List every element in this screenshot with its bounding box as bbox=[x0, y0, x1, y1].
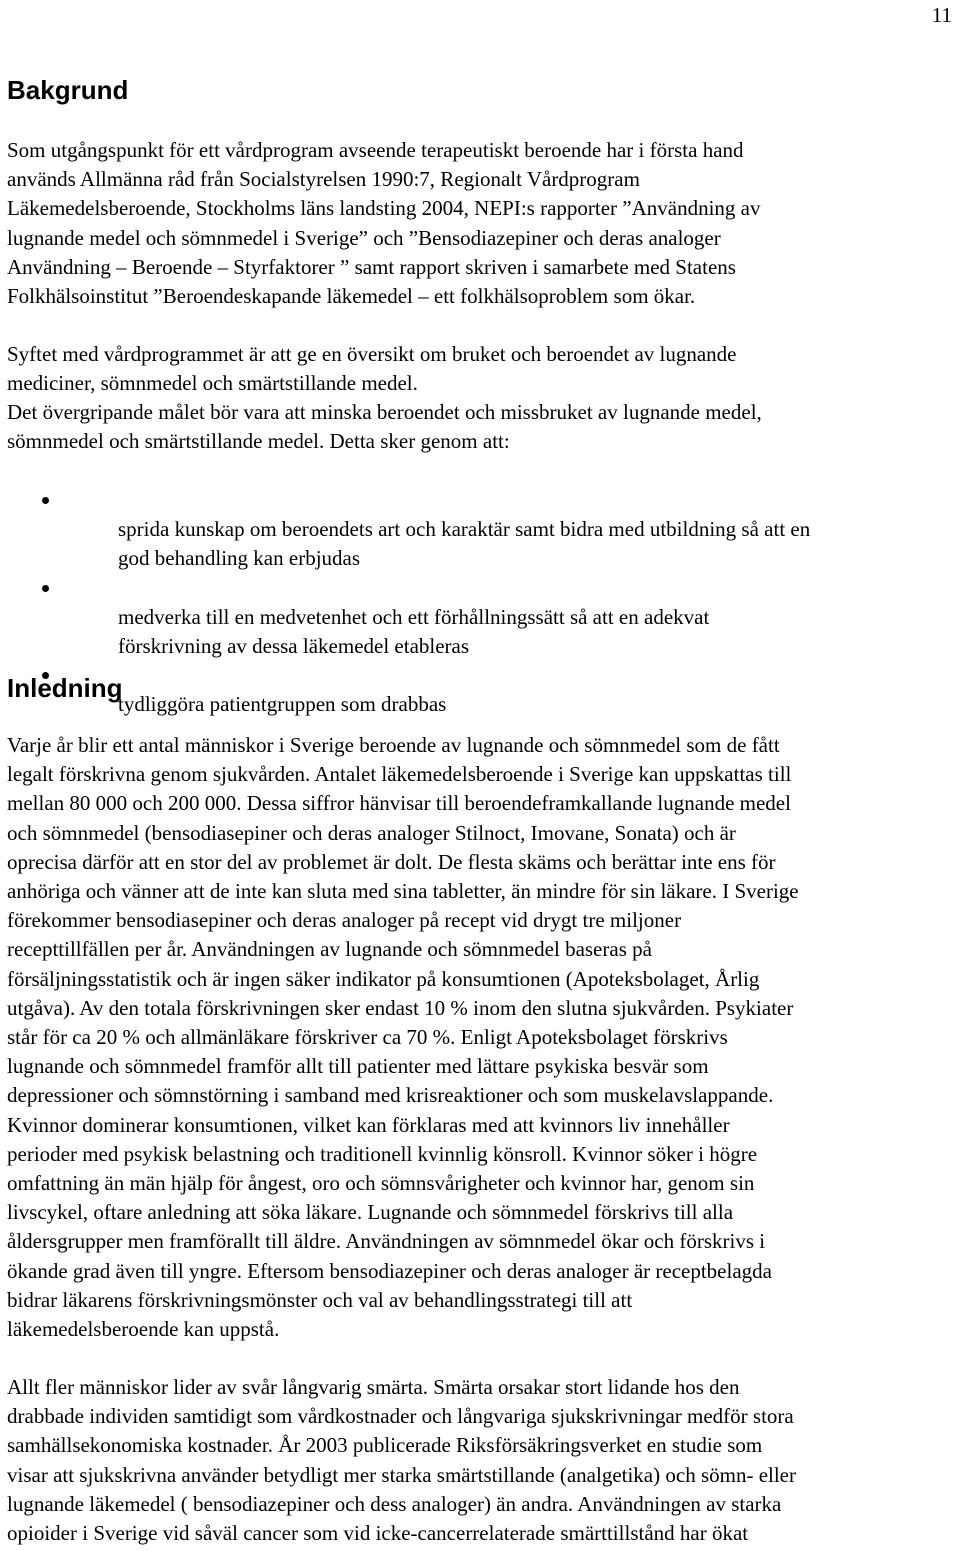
bullet-item bbox=[7, 574, 957, 662]
paragraph-inledning-pain: Allt fler människor lider av svår långvarig smärta. Smärta orsakar stort lidande hos den drabbade individen samtidigt som vårdkostnader och långvariga sjukskrivningar medför stora samhällsekonomiska kostnader. År 2003 publicerade Riksförsäkringsverket en studie som visar att sjukskrivna använder betydligt mer starka smärtstillande (analgetika) och sömn- eller lugnande läkemedel ( bensodiazepiner och dess analoger) än andra. Användningen av starka opioider i Sverige vid såväl cancer som vid icke-cancerrelaterade smärttillstånd har ökat bbox=[7, 1375, 796, 1546]
bullet-item bbox=[7, 661, 957, 719]
heading-bakgrund: Bakgrund bbox=[7, 75, 129, 105]
paragraph-bakgrund-goal: Det övergripande målet bör vara att minska beroendet och missbruket av lugnande medel, sömnmedel och smärtstillande medel. Detta sker genom att: bbox=[7, 400, 762, 454]
paragraph-bakgrund-purpose: Syftet med vårdprogrammet är att ge en översikt om bruket och beroendet av lugnande mediciner, sömnmedel och smärtstillande medel. bbox=[7, 342, 737, 396]
bullet-text: sprida kunskap om beroendets art och karaktär samt bidra med utbildning så att en god behandling kan erbjudas bbox=[118, 517, 811, 571]
goal-bullet-list bbox=[7, 486, 957, 720]
bullet-dot-icon bbox=[42, 497, 49, 504]
bullet-item bbox=[7, 486, 957, 574]
paragraph-inledning-main: Varje år blir ett antal människor i Sverige beroende av lugnande och sömnmedel som de fått legalt förskrivna genom sjukvården. Antalet läkemedelsberoende i Sverige kan uppskattas till mellan 80 000 och 200 000. Dessa siffror hänvisar till beroendeframkallande lugnande medel och sömnmedel (bensodiasepiner och deras analoger Stilnoct, Imovane, Sonata) och är oprecisa därför att en stor del av problemet är dolt. De flesta skäms och berättar inte ens för anhöriga och vänner att de inte kan sluta med sina tabletter, än mindre för sin läkare. I Sverige förekommer bensodiasepiner och deras analoger på recept vid drygt tre miljoner recepttillfällen per år. Användningen av lugnande och sömnmedel baseras på försäljningsstatistik och är ingen säker indikator på konsumtionen (Apoteksbolaget, Årlig utgåva). Av den totala förskrivningen sker endast 10 % inom den slutna sjukvården. Psykiater står för ca 20 % och allmänläkare förskriver ca 70 %. Enligt Apoteksbolaget förskrivs lugnande och sömnmedel framför allt till patienter med lättare psykiska besvär som depressioner och sömnstörning i samband med krisreaktioner och som muskelavslappande. Kvinnor dominerar konsumtionen, vilket kan förklaras med att kvinnors liv innehåller perioder med psykisk belastning och traditionell kvinnlig könsroll. Kvinnor söker i högre omfattning än män hjälp för ångest, oro och sömnsvårigheter och kvinnor har, genom sin livscykel, oftare anledning att söka läkare. Lugnande och sömnmedel förskrivs till alla åldersgrupper men framförallt till äldre. Användningen av sömnmedel ökar och förskrivs i ökande grad även till yngre. Eftersom bensodiazepiner och deras analoger är receptbelagda bidrar läkarens förskrivningsmönster och val av behandlingsstrategi till att läkemedelsberoende kan uppstå. bbox=[7, 733, 799, 1342]
bullet-text: tydliggöra patientgruppen som drabbas bbox=[118, 692, 447, 717]
page-number: 11 bbox=[931, 3, 952, 27]
bullet-dot-icon bbox=[42, 585, 49, 592]
heading-inledning: Inledning bbox=[7, 673, 123, 703]
paragraph-bakgrund-sources: Som utgångspunkt för ett vårdprogram avseende terapeutiskt beroende har i första hand används Allmänna råd från Socialstyrelsen 1990:7, Regionalt Vårdprogram Läkemedelsberoende, Stockholms läns landsting 2004, NEPI:s rapporter ”Användning av lugnande medel och sömnmedel i Sverige” och ”Bensodiazepiner och deras analoger Användning – Beroende – Styrfaktorer ” samt rapport skriven i samarbete med Statens Folkhälsoinstitut ”Beroendeskapande läkemedel – ett folkhälsoproblem som ökar. bbox=[7, 138, 761, 309]
bullet-text: medverka till en medvetenhet och ett förhållningssätt så att en adekvat förskrivning av dessa läkemedel etableras bbox=[118, 604, 710, 659]
